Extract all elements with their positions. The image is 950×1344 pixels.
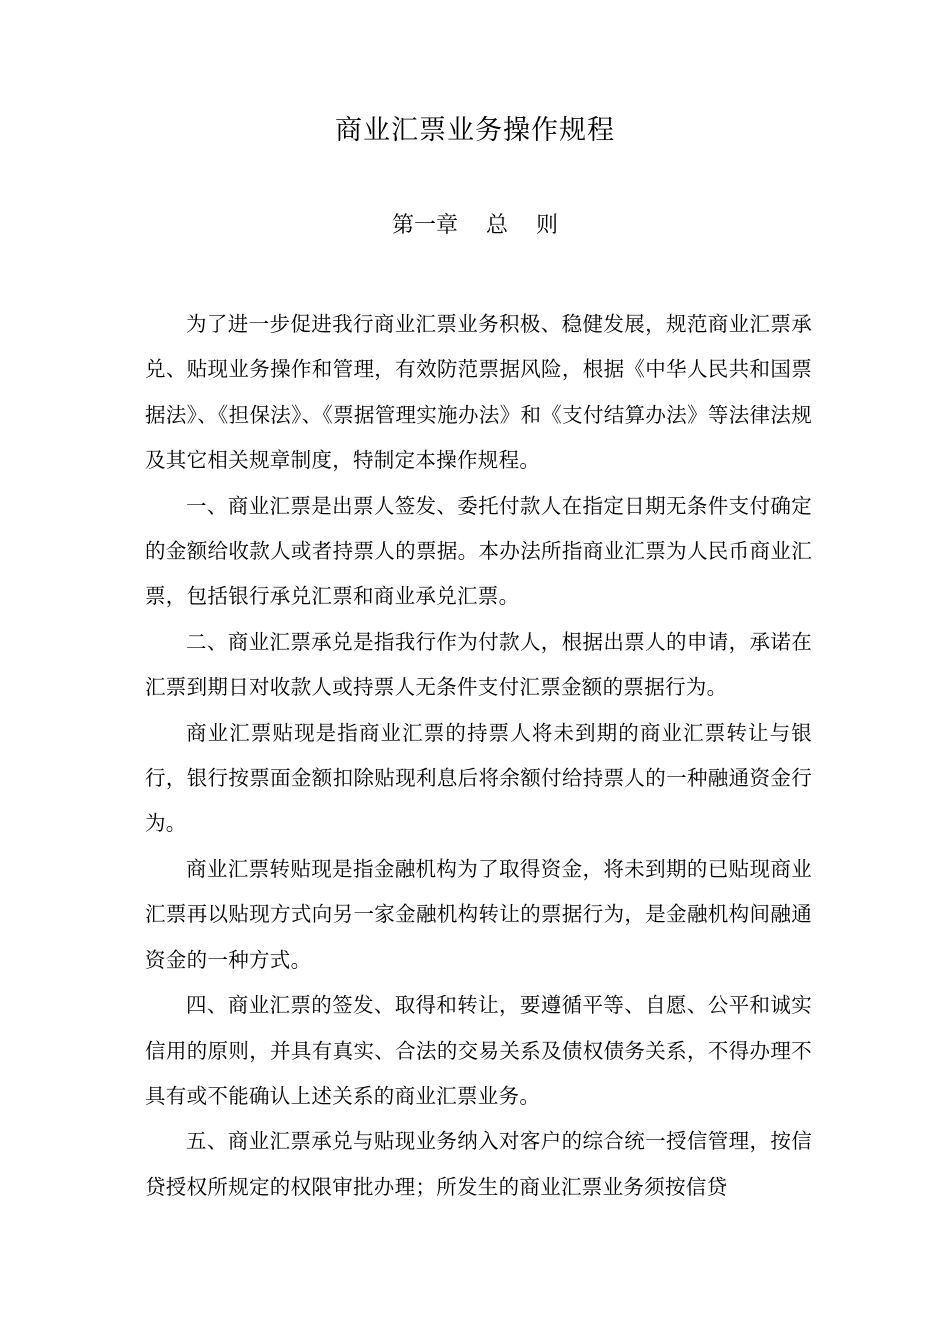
paragraph-article-2: 二、商业汇票承兑是指我行作为付款人，根据出票人的申请，承诺在汇票到期日对收款人或持票人无条件支付汇票金额的票据行为。 xyxy=(145,629,812,700)
paragraph-preamble: 为了进一步促进我行商业汇票业务积极、稳健发展，规范商业汇票承兑、贴现业务操作和管理，有效防范票据风险，根据《中华人民共和国票据法》、《担保法》、《票据管理实施办法》和《支付结算办法》等法律法规及其它相关规章制度，特制定本操作规程。 xyxy=(145,312,812,473)
paragraph-article-4: 四、商业汇票的签发、取得和转让，要遵循平等、自愿、公平和诚实信用的原则，并具有真实、合法的交易关系及债权债务关系，不得办理不具有或不能确认上述关系的商业汇票业务。 xyxy=(145,993,812,1108)
document-body xyxy=(145,302,812,1210)
chapter-title: 第一章 总 则 xyxy=(392,213,558,238)
paragraph-article-1: 一、商业汇票是出票人签发、委托付款人在指定日期无条件支付确定的金额给收款人或者持票人的票据。本办法所指商业汇票为人民币商业汇票，包括银行承兑汇票和商业承兑汇票。 xyxy=(145,493,812,609)
document-title: 商业汇票业务操作规程 xyxy=(335,115,615,146)
paragraph-rediscount-definition: 商业汇票转贴现是指金融机构为了取得资金，将未到期的已贴现商业汇票再以贴现方式向另一家金融机构转让的票据行为，是金融机构间融通资金的一种方式。 xyxy=(145,856,812,972)
paragraph-article-5: 五、商业汇票承兑与贴现业务纳入对客户的综合统一授信管理，按信贷授权所规定的权限审批办理；所发生的商业汇票业务须按信贷 xyxy=(145,1129,812,1199)
paragraph-discount-definition: 商业汇票贴现是指商业汇票的持票人将未到期的商业汇票转让与银行，银行按票面金额扣除贴现利息后将余额付给持票人的一种融通资金行为。 xyxy=(145,720,812,836)
